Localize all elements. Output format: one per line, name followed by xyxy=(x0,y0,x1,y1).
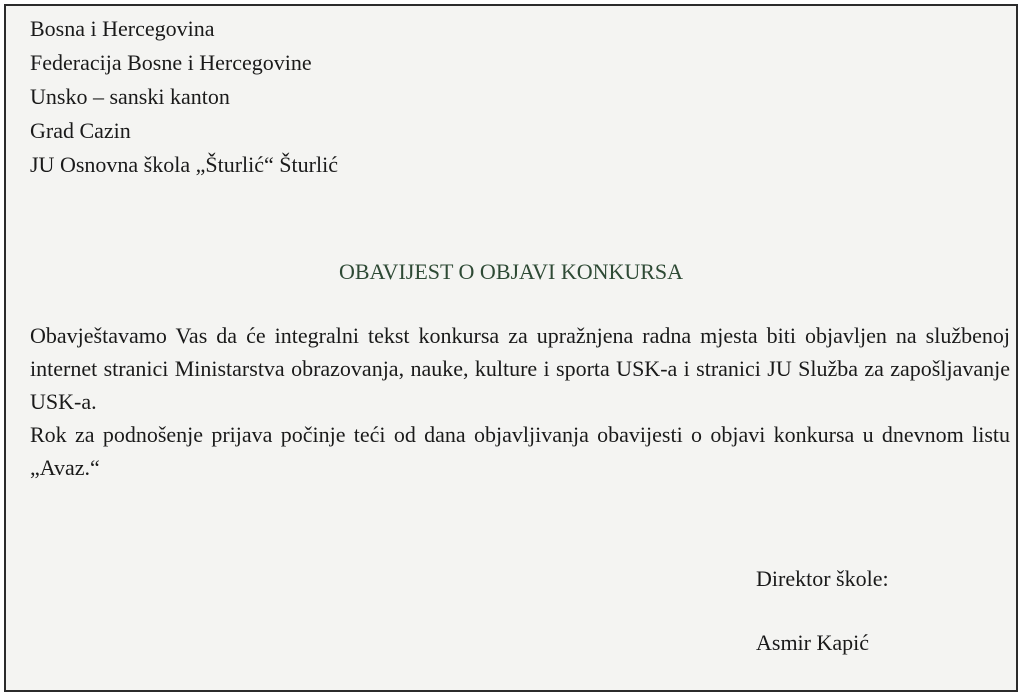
body-paragraph-1: Obavještavamo Vas da će integralni tekst konkursa za upražnjena radna mjesta biti objavljen na službenoj internet stranici Ministarstva obrazovanja, nauke, kulture i sporta USK-a i stranici JU Služba za zapošljavanje USK-a. xyxy=(30,323,1010,414)
header-line-country: Bosna i Hercegovina xyxy=(30,16,215,41)
header-line-canton: Unsko – sanski kanton xyxy=(30,84,230,109)
notice-title: OBAVIJEST O OBJAVI KONKURSA xyxy=(338,259,684,284)
notice-frame xyxy=(4,4,1018,692)
header-line-city: Grad Cazin xyxy=(30,118,131,143)
header-line-federation: Federacija Bosne i Hercegovine xyxy=(30,50,312,75)
signature-role: Direktor škole: xyxy=(756,566,889,591)
notice-body xyxy=(30,319,1010,484)
header-line-school: JU Osnovna škola „Šturlić“ Šturlić xyxy=(30,152,338,177)
signature-name: Asmir Kapić xyxy=(756,630,870,655)
body-paragraph-2: Rok za podnošenje prijava počinje teći od dana objavljivanja obavijesti o objavi konkursa u dnevnom listu „Avaz.“ xyxy=(30,422,1010,480)
issuer-header xyxy=(30,12,338,182)
